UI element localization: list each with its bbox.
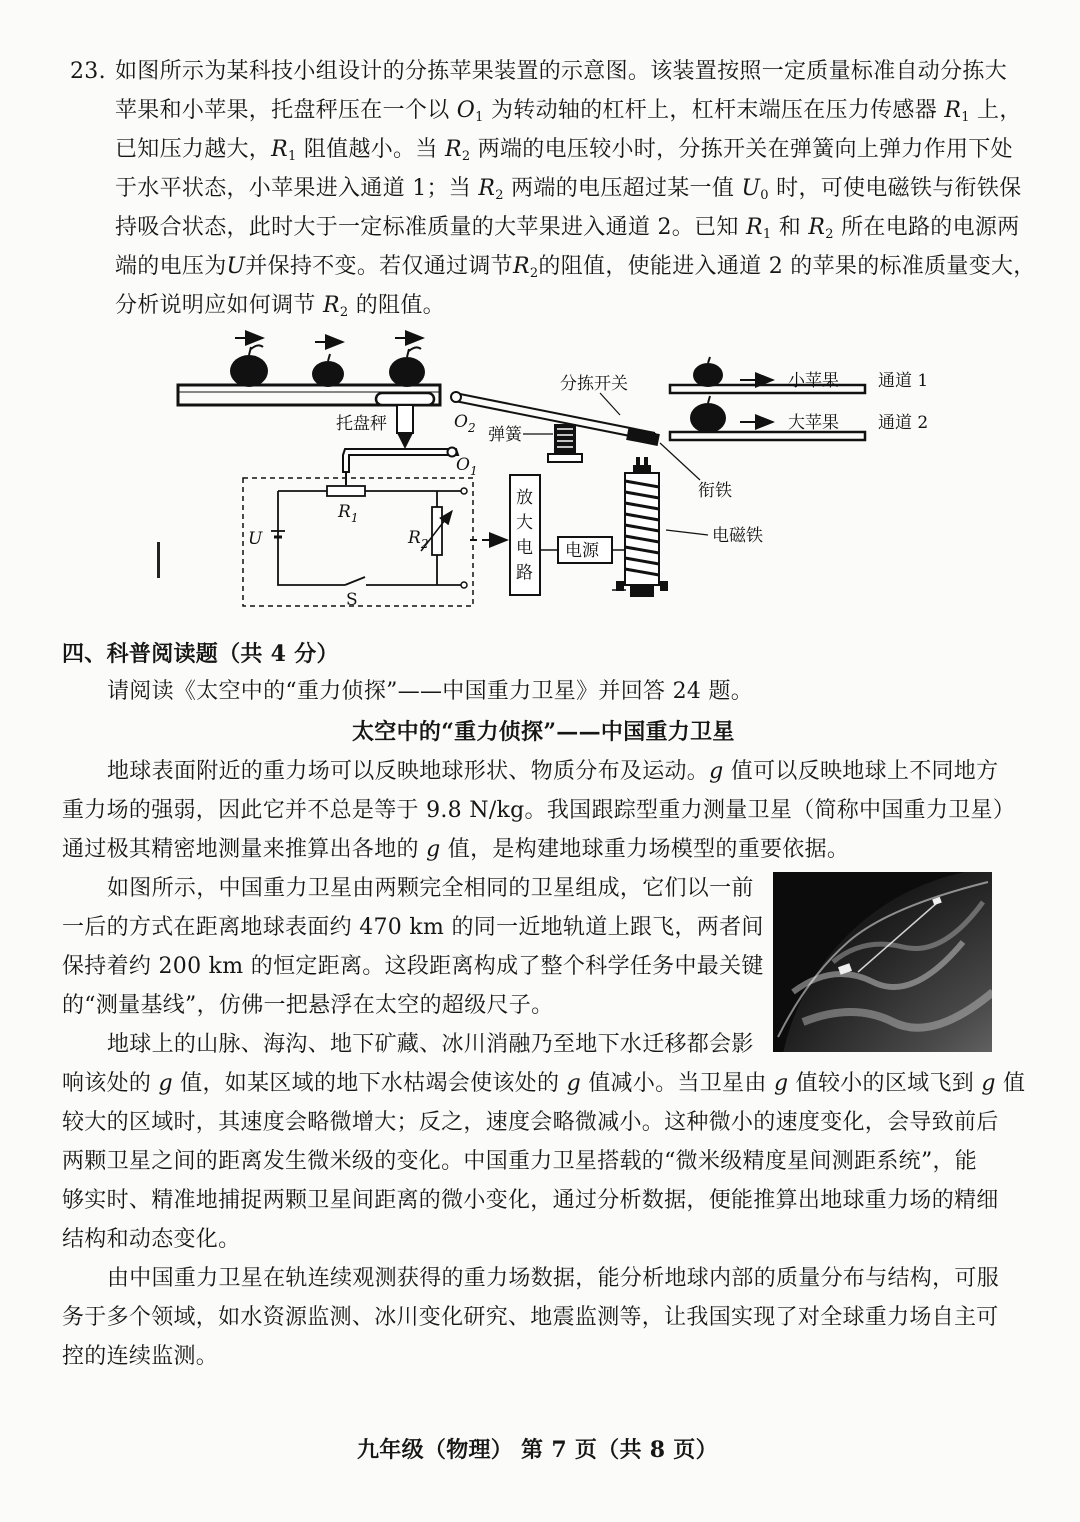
reading-intro: 请阅读《太空中的“重力侦探”——中国重力卫星》并回答 24 题。 xyxy=(107,679,754,704)
electromagnet-icon xyxy=(616,457,668,597)
article-p2-line-1: 如图所示，中国重力卫星由两颗完全相同的卫星组成，它们以一前 xyxy=(107,876,754,901)
lever xyxy=(343,449,458,472)
apple-icon xyxy=(230,345,268,387)
article-p2-line-4: 的“测量基线”，仿佛一把悬浮在太空的超级尺子。 xyxy=(62,993,554,1018)
article-p1-line-1: 地球表面附近的重力场可以反映地球形状、物质分布及运动。g 值可以反映地球上不同地方 xyxy=(107,759,999,784)
svg-text:电源: 电源 xyxy=(565,541,599,561)
article-p4-line-3: 控的连续监测。 xyxy=(62,1344,219,1369)
article-p2-line-3: 保持着约 200 km 的恒定距离。这段距离构成了整个科学任务中最关键 xyxy=(62,954,764,979)
article-p1-line-2: 重力场的强弱，因此它并不总是等于 9.8 N/kg。我国跟踪型重力测量卫星（简称中国重力卫星） xyxy=(62,798,1016,823)
q23-line-7: 分析说明应如何调节 $R_2$ 的阻值。 xyxy=(115,293,445,320)
apple-icon xyxy=(312,354,344,387)
label-armature: 衔铁 xyxy=(698,481,732,501)
satellite-earth-photo xyxy=(773,872,992,1052)
label-electromagnet: 电磁铁 xyxy=(712,526,763,546)
svg-text:O2: $O_2$ xyxy=(454,412,476,435)
svg-text:大: 大 xyxy=(516,513,533,533)
tray-scale xyxy=(376,393,434,405)
article-p3-line-1: 地球上的山脉、海沟、地下矿藏、冰川消融乃至地下水迁移都会影 xyxy=(107,1032,754,1057)
svg-text:S: S xyxy=(346,590,358,610)
q23-line-5: 持吸合状态，此时大于一定标准质量的大苹果进入通道 2。已知 $R_1$ 和 $R_2$ 所在电路的电源两 xyxy=(115,215,1020,242)
article-p4-line-2: 务于多个领域，如水资源监测、冰川变化研究、地震监测等，让我国实现了对全球重力场自主可 xyxy=(62,1305,999,1330)
label-big-apple: 大苹果 xyxy=(788,413,839,433)
channel-2-track xyxy=(670,432,865,440)
svg-text:R2: $R_2$ xyxy=(408,528,429,551)
svg-text:电: 电 xyxy=(516,538,533,558)
label-spring: 弹簧 xyxy=(488,425,522,445)
article-p4-line-1: 由中国重力卫星在轨连续观测获得的重力场数据，能分析地球内部的质量分布与结构，可服 xyxy=(107,1266,1000,1291)
label-tray-scale: 托盘秤 xyxy=(336,414,387,434)
svg-text:U: U xyxy=(248,529,263,549)
section-heading: 四、科普阅读题（共 4 分） xyxy=(62,641,339,667)
resistor-R1 xyxy=(327,486,365,496)
article-p3-line-6: 结构和动态变化。 xyxy=(62,1227,241,1252)
label-sort-switch: 分拣开关 xyxy=(560,374,628,394)
q23-line-6: 端的电压为U并保持不变。若仅通过调节$R_2$的阻值，使能进入通道 2 的苹果的标准质量变大， xyxy=(115,254,1036,281)
article-title: 太空中的“重力侦探”——中国重力卫星 xyxy=(352,719,735,745)
label-channel-1: 通道 1 xyxy=(878,371,929,391)
apple-sorting-diagram xyxy=(150,325,950,620)
article-p3-line-4: 两颗卫星之间的距离发生微米级的变化。中国重力卫星搭载的“微米级精度星间测距系统”，能 xyxy=(62,1149,978,1174)
q23-line-2: 苹果和小苹果，托盘秤压在一个以 $O_1$ 为转动轴的杠杆上，杠杆末端压在压力传感器 $R_1$ 上， xyxy=(115,98,1022,125)
article-p1-line-3: 通过极其精密地测量来推算出各地的 g 值，是构建地球重力场模型的重要依据。 xyxy=(62,837,850,862)
spring-icon xyxy=(548,424,582,462)
q23-line-1: 如图所示为某科技小组设计的分拣苹果装置的示意图。该装置按照一定质量标准自动分拣大 xyxy=(115,59,1008,84)
small-apple-icon xyxy=(693,357,723,387)
article-p2-line-2: 一后的方式在距离地球表面约 470 km 的同一近地轨道上跟飞，两者间 xyxy=(62,915,764,940)
apple-icon xyxy=(389,347,425,387)
pivot-O2 xyxy=(451,392,461,402)
question-number: 23. xyxy=(70,59,106,84)
svg-text:R1: $R_1$ xyxy=(338,502,359,525)
q23-line-4: 于水平状态，小苹果进入通道 1；当 $R_2$ 两端的电压超过某一值 $U_0$ 时，可使电磁铁与衔铁保 xyxy=(115,176,1022,203)
svg-text:O1: $O_1$ xyxy=(456,455,478,478)
big-apple-icon xyxy=(690,396,726,433)
label-small-apple: 小苹果 xyxy=(788,371,839,391)
q23-line-3: 已知压力越大，$R_1$ 阻值越小。当 $R_2$ 两端的电压较小时，分拣开关在弹簧向上弹力作用下处 xyxy=(115,137,1013,164)
article-p3-line-2: 响该处的 g 值，如某区域的地下水枯竭会使该处的 g 值减小。当卫星由 g 值较小的区域飞到 g 值 xyxy=(62,1071,1026,1096)
page-footer: 九年级（物理） 第 7 页（共 8 页） xyxy=(357,1437,718,1463)
article-p3-line-5: 够实时、精准地捕捉两颗卫星间距离的微小变化，通过分析数据，便能推算出地球重力场的精细 xyxy=(62,1188,999,1213)
svg-text:放: 放 xyxy=(516,488,533,508)
article-p3-line-3: 较大的区域时，其速度会略微增大；反之，速度会略微减小。这种微小的速度变化，会导致前后 xyxy=(62,1110,999,1135)
label-channel-2: 通道 2 xyxy=(878,413,929,433)
svg-text:路: 路 xyxy=(516,563,533,583)
